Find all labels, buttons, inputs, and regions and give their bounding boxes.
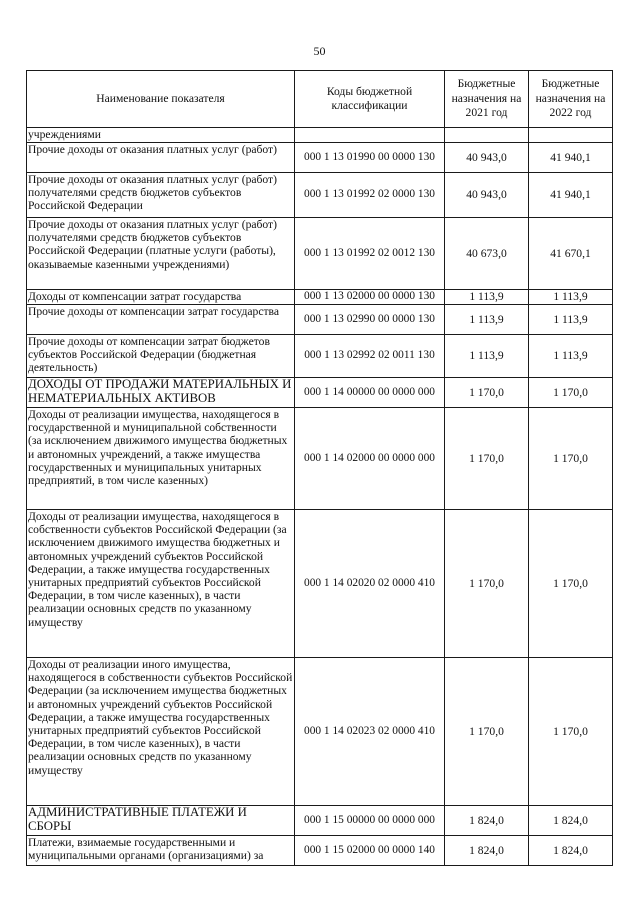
budget-table [26,70,613,866]
table-row [27,305,613,335]
row-name: ДОХОДЫ ОТ ПРОДАЖИ МАТЕРИАЛЬНЫХ И НЕМАТЕРИАЛЬНЫХ АКТИВОВ [27,378,295,408]
row-code: 000 1 13 01990 00 0000 130 [295,143,445,173]
row-name: Доходы от реализации имущества, находящегося в государственной и муниципальной собственности (за исключением движимого имущества бюджетных и автономных учреждений, а также имущества государственных и муниципальных унитарных предприятий, в том числе казенных) [27,408,295,510]
row-amount-2021: 1 170,0 [445,510,529,658]
row-code: 000 1 13 02992 02 0011 130 [295,335,445,378]
table-row [27,335,613,378]
row-amount-2021: 1 113,9 [445,335,529,378]
row-code: 000 1 13 02990 00 0000 130 [295,305,445,335]
table-row [27,510,613,658]
row-code: 000 1 14 02000 00 0000 000 [295,408,445,510]
row-amount-2021: 40 943,0 [445,173,529,218]
row-amount-2022: 1 113,9 [529,335,613,378]
row-amount-2022: 1 170,0 [529,510,613,658]
row-amount-2022: 1 170,0 [529,408,613,510]
row-name: Прочие доходы от оказания платных услуг (работ) [27,143,295,173]
row-amount-2021: 1 170,0 [445,378,529,408]
row-amount-2021: 1 824,0 [445,806,529,836]
row-amount-2021: 1 113,9 [445,305,529,335]
row-code: 000 1 15 02000 00 0000 140 [295,836,445,866]
table-row [27,218,613,290]
row-name: Прочие доходы от компенсации затрат государства [27,305,295,335]
header-indicator-name: Наименование показателя [27,71,295,128]
row-amount-2022: 1 824,0 [529,806,613,836]
row-amount-2021: 1 170,0 [445,408,529,510]
table-row [27,658,613,806]
row-amount-2021 [445,128,529,143]
table-row [27,128,613,143]
row-name: Доходы от реализации иного имущества, находящегося в собственности субъектов Российской Федерации (за исключением имущества бюджетных и автономных учреждений субъектов Российской Федерации, а также имущества государственных унитарных предприятий субъектов Российской Федерации, в том числе казенных), в части реализации основных средств по указанному имуществу [27,658,295,806]
header-budget-2022: Бюджетные назначения на 2022 год [529,71,613,128]
row-amount-2021: 1 113,9 [445,290,529,305]
row-amount-2022: 1 113,9 [529,290,613,305]
row-code: 000 1 13 01992 02 0012 130 [295,218,445,290]
row-amount-2022: 1 170,0 [529,378,613,408]
row-code: 000 1 14 02023 02 0000 410 [295,658,445,806]
row-amount-2021: 1 824,0 [445,836,529,866]
row-name: Прочие доходы от компенсации затрат бюджетов субъектов Российской Федерации (бюджетная деятельность) [27,335,295,378]
row-name: учреждениями [27,128,295,143]
table-header-row [27,71,613,128]
section-row [27,378,613,408]
row-amount-2022: 41 670,1 [529,218,613,290]
table-row [27,173,613,218]
table-row [27,408,613,510]
row-name: Доходы от компенсации затрат государства [27,290,295,305]
table-row [27,290,613,305]
page-number: 50 [313,44,326,58]
row-amount-2022: 41 940,1 [529,173,613,218]
row-code: 000 1 13 01992 02 0000 130 [295,173,445,218]
row-amount-2021: 1 170,0 [445,658,529,806]
row-code: 000 1 15 00000 00 0000 000 [295,806,445,836]
row-name: Доходы от реализации имущества, находящегося в собственности субъектов Российской Федерации (за исключением движимого имущества бюджетных и автономных учреждений субъектов Российской Федерации, а также имущества государственных унитарных предприятий субъектов Российской Федерации, в том числе казенных), в части реализации основных средств по указанному имуществу [27,510,295,658]
row-code: 000 1 14 02020 02 0000 410 [295,510,445,658]
header-budget-2021: Бюджетные назначения на 2021 год [445,71,529,128]
row-code: 000 1 14 00000 00 0000 000 [295,378,445,408]
table-row [27,836,613,866]
row-name: АДМИНИСТРАТИВНЫЕ ПЛАТЕЖИ И СБОРЫ [27,806,295,836]
table-row [27,143,613,173]
header-budget-code: Коды бюджетной классификации [295,71,445,128]
row-amount-2022: 1 170,0 [529,658,613,806]
row-amount-2021: 40 673,0 [445,218,529,290]
row-amount-2022: 41 940,1 [529,143,613,173]
row-code [295,128,445,143]
row-amount-2022 [529,128,613,143]
row-amount-2022: 1 824,0 [529,836,613,866]
row-name: Прочие доходы от оказания платных услуг (работ) получателями средств бюджетов субъектов Российской Федерации [27,173,295,218]
row-code: 000 1 13 02000 00 0000 130 [295,290,445,305]
row-amount-2022: 1 113,9 [529,305,613,335]
row-amount-2021: 40 943,0 [445,143,529,173]
section-row [27,806,613,836]
row-name: Прочие доходы от оказания платных услуг (работ) получателями средств бюджетов субъектов Российской Федерации (платные услуги (работы), оказываемые казенными учреждениями) [27,218,295,290]
row-name: Платежи, взимаемые государственными и муниципальными органами (организациями) за [27,836,295,866]
